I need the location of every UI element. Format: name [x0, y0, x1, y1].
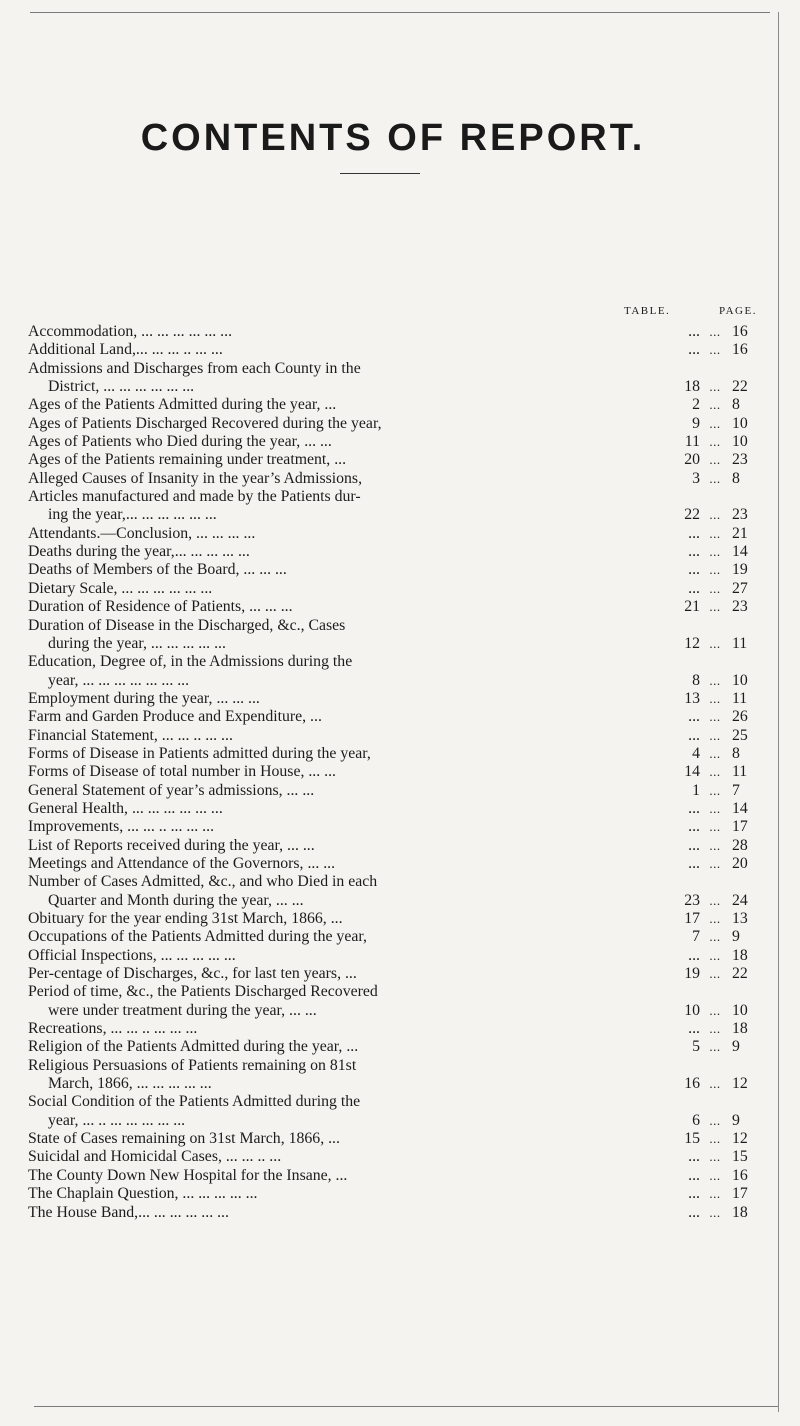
entry-label: Deaths during the year,... ... ... ... ...	[28, 543, 250, 561]
entry-table-number: 2	[692, 396, 700, 414]
leader-dots: ...	[709, 1076, 721, 1092]
entry-label: March, 1866, ... ... ... ... ...	[48, 1075, 212, 1093]
entry-page-number: 16	[732, 323, 748, 340]
entry-page-number: 27	[732, 579, 748, 597]
entry-label: Articles manufactured and made by the Patients dur-	[28, 488, 361, 506]
contents-entry	[28, 653, 758, 671]
bottom-border-rule	[34, 1406, 778, 1407]
entry-label: District, ... ... ... ... ... ...	[48, 378, 195, 396]
leader-dots: ...	[709, 397, 721, 413]
leader-dots: ...	[709, 1002, 721, 1018]
entry-table-number: ...	[688, 1020, 700, 1038]
title-underline-rule	[340, 173, 420, 174]
leader-dots: ...	[709, 342, 721, 358]
leader-dots: ...	[709, 690, 721, 706]
contents-entry	[28, 341, 758, 359]
entry-table-number: 22	[684, 506, 700, 524]
contents-entry	[28, 323, 758, 341]
entry-table-number: 17	[684, 910, 700, 927]
leader-dots: ...	[709, 1167, 721, 1183]
entry-table-number: 13	[684, 689, 700, 707]
entry-table-number: ...	[688, 836, 700, 854]
contents-entry	[28, 451, 758, 469]
leader-dots: ...	[709, 929, 721, 945]
entry-table-number: ...	[688, 1203, 700, 1221]
leader-dots: ...	[709, 544, 721, 560]
entry-label: Occupations of the Patients Admitted during the year,	[28, 928, 367, 946]
contents-entry-continuation	[28, 506, 758, 524]
entry-label: year, ... ... ... ... ... ... ...	[48, 671, 190, 689]
entry-label: Improvements, ... ... .. ... ... ...	[28, 818, 215, 836]
contents-list	[28, 323, 758, 1222]
leader-dots: ...	[709, 782, 721, 798]
contents-entry	[28, 543, 758, 561]
entry-page-number: 9	[732, 1111, 740, 1129]
entry-page-number: 17	[732, 1185, 748, 1203]
entry-label: Ages of Patients who Died during the year, ... ...	[28, 433, 332, 451]
entry-label: Admissions and Discharges from each County in the	[28, 359, 361, 377]
entry-table-number: ...	[688, 1148, 700, 1166]
leader-dots: ...	[709, 470, 721, 486]
entry-label: Duration of Residence of Patients, ... ... ...	[28, 598, 293, 616]
leader-dots: ...	[709, 837, 721, 853]
entry-page-number: 7	[732, 781, 740, 799]
entry-page-number: 11	[732, 634, 748, 652]
contents-entry	[28, 525, 758, 543]
entry-label: Period of time, &c., the Patients Discharged Recovered	[28, 983, 378, 1001]
contents-entry-continuation	[28, 378, 758, 396]
entry-label: Alleged Causes of Insanity in the year’s Admissions,	[28, 469, 363, 487]
entry-table-number: ...	[688, 543, 700, 561]
entry-label: Recreations, ... ... .. ... ... ...	[28, 1020, 198, 1038]
leader-dots: ...	[709, 562, 721, 578]
contents-entry	[28, 1057, 758, 1075]
entry-table-number: 15	[684, 1130, 700, 1148]
contents-entry-continuation	[28, 1112, 758, 1130]
entry-page-number: 25	[732, 726, 748, 744]
entry-label: Ages of Patients Discharged Recovered during the year,	[28, 414, 382, 432]
entry-page-number: 14	[732, 543, 748, 561]
contents-entry	[28, 1204, 758, 1222]
entry-label: were under treatment during the year, ... ...	[48, 1001, 317, 1019]
leader-dots: ...	[709, 434, 721, 450]
contents-entry	[28, 617, 758, 635]
entry-table-number: ...	[688, 818, 700, 836]
leader-dots: ...	[709, 892, 721, 908]
entry-table-number: 12	[684, 634, 700, 652]
entry-table-number: 6	[692, 1111, 700, 1129]
leader-dots: ...	[709, 599, 721, 615]
entry-label: Duration of Disease in the Discharged, &c., Cases	[28, 616, 346, 634]
contents-entry	[28, 1148, 758, 1166]
entry-page-number: 23	[732, 451, 748, 469]
entry-table-number: 11	[684, 433, 700, 451]
entry-table-number: ...	[688, 561, 700, 579]
leader-dots: ...	[709, 1186, 721, 1202]
entry-page-number: 8	[732, 469, 740, 487]
leader-dots: ...	[709, 379, 721, 395]
entry-page-number: 10	[732, 671, 748, 689]
contents-entry	[28, 1167, 758, 1185]
entry-label: Forms of Disease of total number in House, ... ...	[28, 763, 336, 781]
entry-page-number: 9	[732, 928, 740, 946]
entry-table-number: 10	[684, 1001, 700, 1019]
entry-page-number: 11	[732, 763, 748, 781]
entry-label: year, ... .. ... ... ... ... ...	[48, 1111, 186, 1129]
contents-entry	[28, 947, 758, 965]
entry-page-number: 21	[732, 524, 748, 542]
contents-entry	[28, 873, 758, 891]
leader-dots: ...	[709, 672, 721, 688]
entry-label: The Chaplain Question, ... ... ... ... ...	[28, 1185, 258, 1203]
table-column-header: TABLE.	[624, 305, 671, 317]
entry-table-number: 20	[684, 451, 700, 469]
entry-label: Per-centage of Discharges, &c., for last ten years, ...	[28, 965, 357, 983]
entry-label: Education, Degree of, in the Admissions during the	[28, 653, 353, 671]
entry-table-number: 3	[692, 469, 700, 487]
leader-dots: ...	[709, 525, 721, 541]
entry-page-number: 11	[732, 689, 748, 707]
entry-page-number: 23	[732, 506, 748, 524]
contents-entry-continuation	[28, 635, 758, 653]
entry-table-number: 1	[692, 781, 700, 799]
contents-entry	[28, 708, 758, 726]
entry-label: Obituary for the year ending 31st March, 1866, ...	[28, 910, 343, 927]
contents-entry	[28, 1185, 758, 1203]
entry-label: Religion of the Patients Admitted during the year, ...	[28, 1038, 359, 1056]
contents-entry	[28, 561, 758, 579]
entry-table-number: ...	[688, 1166, 700, 1184]
contents-entry	[28, 800, 758, 818]
contents-entry	[28, 763, 758, 781]
contents-entry	[28, 818, 758, 836]
entry-page-number: 17	[732, 818, 748, 836]
entry-label: Accommodation, ... ... ... ... ... ...	[28, 323, 233, 340]
entry-label: Ages of the Patients Admitted during the year, ...	[28, 396, 337, 414]
entry-page-number: 12	[732, 1130, 748, 1148]
contents-entry-continuation	[28, 1002, 758, 1020]
entry-page-number: 26	[732, 708, 748, 726]
contents-entry	[28, 855, 758, 873]
entry-table-number: ...	[688, 854, 700, 872]
entry-page-number: 13	[732, 910, 748, 927]
leader-dots: ...	[709, 635, 721, 651]
entry-label: Attendants.—Conclusion, ... ... ... ...	[28, 524, 256, 542]
contents-entry	[28, 488, 758, 506]
leader-dots: ...	[709, 764, 721, 780]
entry-label: General Health, ... ... ... ... ... ...	[28, 799, 223, 817]
entry-table-number: ...	[688, 946, 700, 964]
entry-page-number: 28	[732, 836, 748, 854]
entry-label: Number of Cases Admitted, &c., and who Died in each	[28, 873, 378, 891]
contents-entry	[28, 1093, 758, 1111]
entry-label: Deaths of Members of the Board, ... ... ...	[28, 561, 287, 579]
leader-dots: ...	[709, 819, 721, 835]
contents-entry	[28, 745, 758, 763]
entry-label: Additional Land,... ... ... .. ... ...	[28, 341, 223, 359]
entry-table-number: 23	[684, 891, 700, 909]
entry-page-number: 18	[732, 1203, 748, 1221]
entry-table-number: 21	[684, 598, 700, 616]
entry-label: Employment during the year, ... ... ...	[28, 689, 260, 707]
leader-dots: ...	[709, 800, 721, 816]
leader-dots: ...	[709, 911, 721, 926]
entry-label: The House Band,... ... ... ... ... ...	[28, 1203, 229, 1221]
entry-page-number: 15	[732, 1148, 748, 1166]
entry-label: General Statement of year’s admissions, ... ...	[28, 781, 315, 799]
contents-entry-continuation	[28, 672, 758, 690]
entry-page-number: 8	[732, 744, 740, 762]
contents-entry	[28, 396, 758, 414]
entry-table-number: ...	[688, 799, 700, 817]
contents-entry	[28, 1038, 758, 1056]
contents-entry	[28, 928, 758, 946]
entry-label: State of Cases remaining on 31st March, 1866, ...	[28, 1130, 340, 1148]
entry-page-number: 16	[732, 341, 748, 359]
leader-dots: ...	[709, 507, 721, 523]
entry-table-number: 7	[692, 928, 700, 946]
entry-page-number: 12	[732, 1075, 748, 1093]
entry-label: Social Condition of the Patients Admitted during the	[28, 1093, 361, 1111]
leader-dots: ...	[709, 1039, 721, 1055]
contents-entry	[28, 1130, 758, 1148]
contents-entry	[28, 837, 758, 855]
entry-page-number: 16	[732, 1166, 748, 1184]
leader-dots: ...	[709, 580, 721, 596]
contents-entry	[28, 580, 758, 598]
leader-dots: ...	[709, 324, 721, 339]
entry-page-number: 22	[732, 378, 748, 396]
entry-label: Farm and Garden Produce and Expenditure, ...	[28, 708, 322, 726]
contents-entry	[28, 598, 758, 616]
entry-page-number: 24	[732, 891, 748, 909]
entry-table-number: ...	[688, 323, 700, 340]
leader-dots: ...	[709, 966, 721, 982]
leader-dots: ...	[709, 745, 721, 761]
leader-dots: ...	[709, 1149, 721, 1165]
entry-label: Meetings and Attendance of the Governors, ... ...	[28, 854, 336, 872]
leader-dots: ...	[709, 1021, 721, 1037]
entry-page-number: 20	[732, 854, 748, 872]
contents-entry-continuation	[28, 892, 758, 910]
contents-entry	[28, 1020, 758, 1038]
entry-label: List of Reports received during the year, ... ...	[28, 836, 315, 854]
entry-label: Forms of Disease in Patients admitted during the year,	[28, 744, 371, 762]
contents-entry	[28, 470, 758, 488]
contents-entry	[28, 910, 758, 928]
entry-page-number: 9	[732, 1038, 740, 1056]
entry-page-number: 10	[732, 433, 748, 451]
contents-entry	[28, 983, 758, 1001]
entry-table-number: 4	[692, 744, 700, 762]
leader-dots: ...	[709, 727, 721, 743]
entry-table-number: 8	[692, 671, 700, 689]
entry-table-number: 19	[684, 965, 700, 983]
contents-entry	[28, 690, 758, 708]
entry-page-number: 8	[732, 396, 740, 414]
entry-page-number: 10	[732, 414, 748, 432]
entry-table-number: ...	[688, 341, 700, 359]
page-column-header: PAGE.	[719, 305, 757, 317]
contents-entry	[28, 360, 758, 378]
contents-entry	[28, 782, 758, 800]
right-border-rule	[778, 12, 779, 1412]
page-title: CONTENTS OF REPORT.	[140, 117, 646, 160]
entry-page-number: 10	[732, 1001, 748, 1019]
entry-page-number: 18	[732, 946, 748, 964]
entry-table-number: 9	[692, 414, 700, 432]
leader-dots: ...	[709, 1112, 721, 1128]
entry-label: Ages of the Patients remaining under treatment, ...	[28, 451, 347, 469]
contents-entry	[28, 433, 758, 451]
contents-entry-continuation	[28, 1075, 758, 1093]
entry-table-number: ...	[688, 579, 700, 597]
contents-entry	[28, 415, 758, 433]
entry-label: Official Inspections, ... ... ... ... ...	[28, 946, 236, 964]
entry-page-number: 18	[732, 1020, 748, 1038]
entry-label: The County Down New Hospital for the Insane, ...	[28, 1166, 348, 1184]
entry-table-number: ...	[688, 708, 700, 726]
leader-dots: ...	[709, 415, 721, 431]
contents-entry	[28, 965, 758, 983]
entry-table-number: ...	[688, 524, 700, 542]
entry-table-number: ...	[688, 726, 700, 744]
entry-page-number: 23	[732, 598, 748, 616]
entry-page-number: 19	[732, 561, 748, 579]
entry-label: Religious Persuasions of Patients remaining on 81st	[28, 1056, 357, 1074]
leader-dots: ...	[709, 947, 721, 963]
entry-table-number: 18	[684, 378, 700, 396]
leader-dots: ...	[709, 855, 721, 871]
contents-entry	[28, 727, 758, 745]
leader-dots: ...	[709, 709, 721, 725]
entry-label: Suicidal and Homicidal Cases, ... ... .. ...	[28, 1148, 282, 1166]
leader-dots: ...	[709, 1204, 721, 1220]
entry-table-number: 16	[684, 1075, 700, 1093]
leader-dots: ...	[709, 1131, 721, 1147]
entry-page-number: 14	[732, 799, 748, 817]
entry-table-number: ...	[688, 1185, 700, 1203]
entry-label: Quarter and Month during the year, ... ...	[48, 891, 304, 909]
entry-label: during the year, ... ... ... ... ...	[48, 634, 226, 652]
entry-table-number: 5	[692, 1038, 700, 1056]
entry-table-number: 14	[684, 763, 700, 781]
entry-label: Financial Statement, ... ... .. ... ...	[28, 726, 233, 744]
entry-label: Dietary Scale, ... ... ... ... ... ...	[28, 579, 213, 597]
leader-dots: ...	[709, 452, 721, 468]
entry-page-number: 22	[732, 965, 748, 983]
entry-label: ing the year,... ... ... ... ... ...	[48, 506, 217, 524]
top-border-rule	[30, 12, 770, 13]
